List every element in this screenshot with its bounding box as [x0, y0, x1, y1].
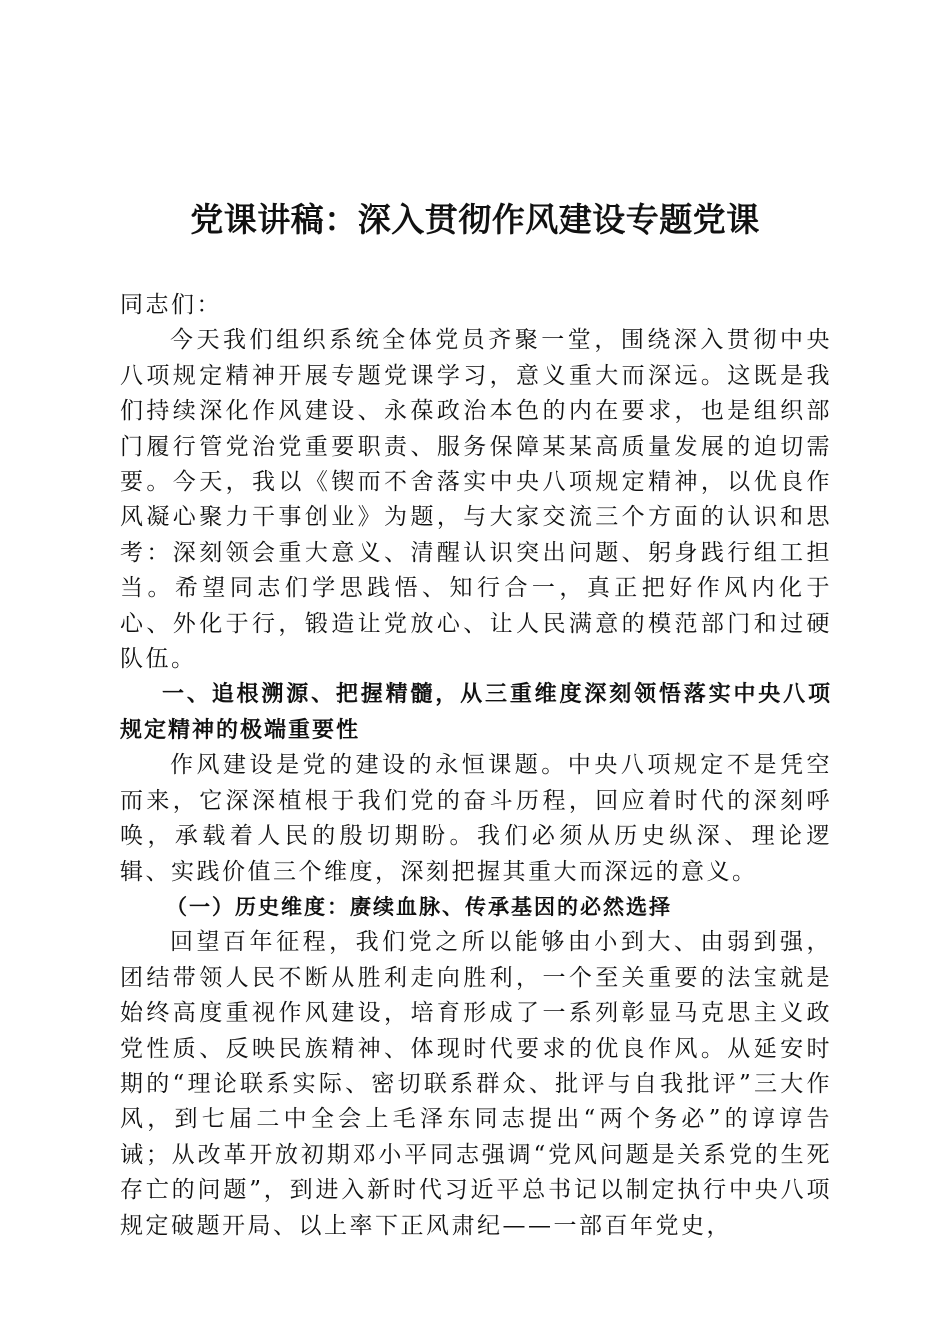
section-heading-1: 一、追根溯源、把握精髓，从三重维度深刻领悟落实中央八项规定精神的极端重要性	[120, 682, 832, 743]
section-1-paragraph: 作风建设是党的建设的永恒课题。中央八项规定不是凭空而来，它深深植根于我们党的奋斗历程，回应着时代的深刻呼唤，承载着人民的殷切期盼。我们必须从历史纵深、理论逻辑、实践价值三个维度，深刻把握其重大而深远的意义。	[120, 752, 832, 885]
salutation: 同志们：	[120, 292, 222, 318]
intro-paragraph: 今天我们组织系统全体党员齐聚一堂，围绕深入贯彻中央八项规定精神开展专题党课学习，意义重大而深远。这既是我们持续深化作风建设、永葆政治本色的内在要求，也是组织部门履行管党治党重要职责、服务保障某某高质量发展的迫切需要。今天，我以《锲而不舍落实中央八项规定精神，以优良作风凝心聚力干事创业》为题，与大家交流三个方面的认识和思考：深刻领会重大意义、清醒认识突出问题、躬身践行组工担当。希望同志们学思践悟、知行合一，真正把好作风内化于心、外化于行，锻造让党放心、让人民满意的模范部门和过硬队伍。	[120, 327, 832, 673]
document-body	[120, 288, 832, 1244]
document-title: 党课讲稿：深入贯彻作风建设专题党课	[190, 200, 760, 239]
subsection-heading-1: （一）历史维度：赓续血脉、传承基因的必然选择	[166, 894, 672, 919]
subsection-1-paragraph: 回望百年征程，我们党之所以能够由小到大、由弱到强，团结带领人民不断从胜利走向胜利，一个至关重要的法宝就是始终高度重视作风建设，培育形成了一系列彰显马克思主义政党性质、反映民族精神、体现时代要求的优良作风。从延安时期的“理论联系实际、密切联系群众、批评与自我批评”三大作风，到七届二中全会上毛泽东同志提出“两个务必”的谆谆告诫；从改革开放初期邓小平同志强调“党风问题是关系党的生死存亡的问题”，到进入新时代习近平总书记以制定执行中央八项规定破题开局、以上率下正风肃纪——一部百年党史，	[120, 929, 832, 1239]
